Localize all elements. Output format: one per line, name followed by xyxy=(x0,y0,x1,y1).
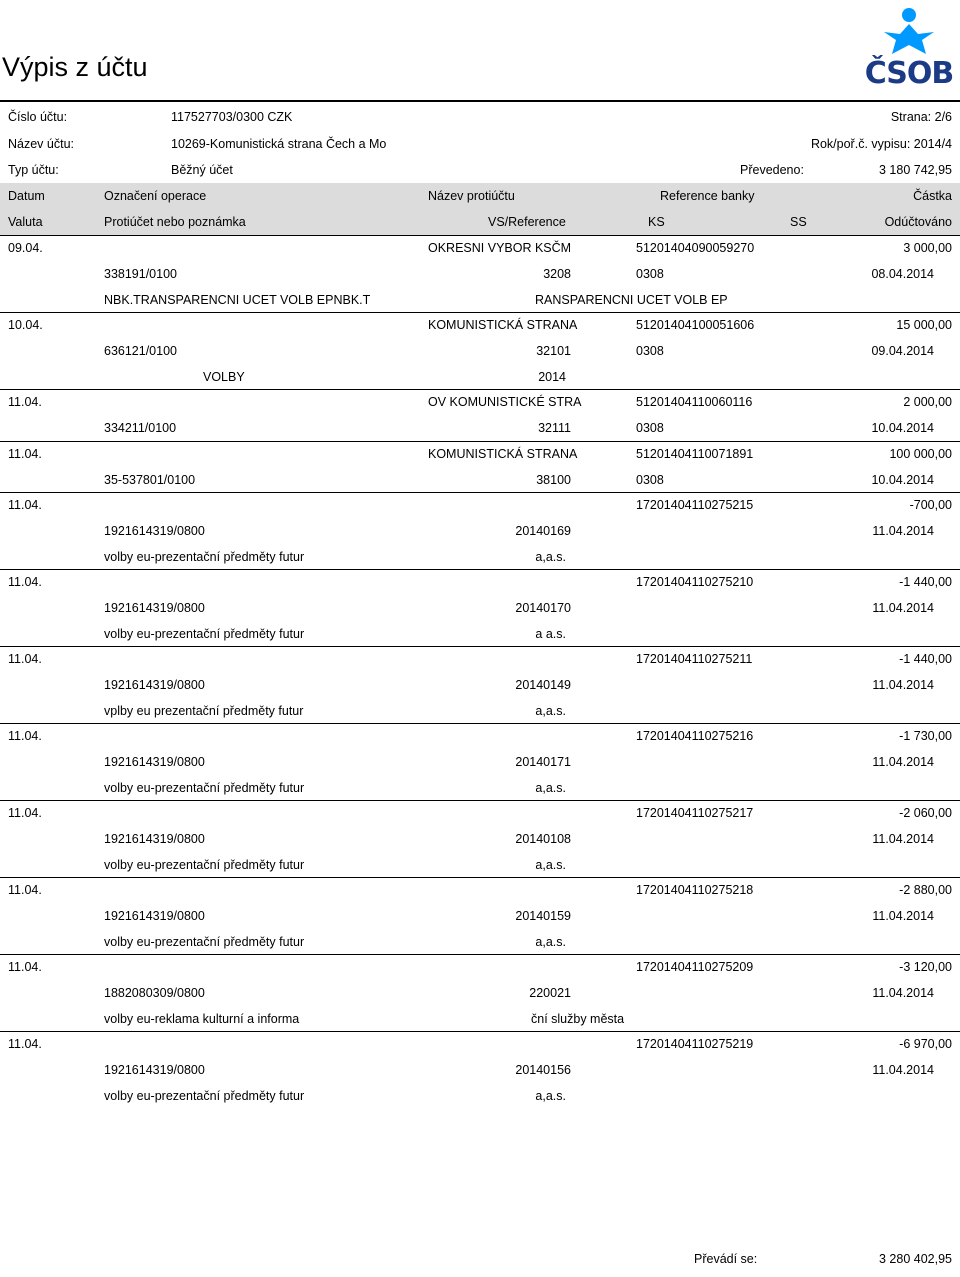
bank-reference: 51201404110071891 xyxy=(636,447,754,461)
transaction-note: NBK.TRANSPARENCNI UCET VOLB EPNBK.T xyxy=(104,293,371,307)
col-date: Datum xyxy=(8,189,45,203)
page-number: Strana: 2/6 xyxy=(890,110,952,124)
transaction-note-continued: RANSPARENCNI UCET VOLB EP xyxy=(535,293,728,307)
col-bank-reference: Reference banky xyxy=(660,189,755,203)
col-counter-account: Protiúčet nebo poznámka xyxy=(104,215,246,229)
variable-symbol: 3208 xyxy=(543,267,571,281)
counter-account: 334211/0100 xyxy=(104,421,177,435)
transaction-note-continued: a,a.s. xyxy=(535,935,566,949)
variable-symbol: 38100 xyxy=(536,473,571,487)
bank-reference: 17201404110275209 xyxy=(636,960,754,974)
counter-account: 1921614319/0800 xyxy=(104,909,205,923)
posting-date: 11.04.2014 xyxy=(872,832,934,846)
header-rule xyxy=(0,100,960,102)
transaction-note-row xyxy=(0,776,960,802)
transaction-amount: -1 440,00 xyxy=(899,575,952,589)
transaction-date: 11.04. xyxy=(8,960,42,974)
posting-date: 11.04.2014 xyxy=(872,601,934,615)
account-number-label: Číslo účtu: xyxy=(8,110,68,124)
csob-logo xyxy=(862,6,956,91)
variable-symbol: 20140156 xyxy=(515,1063,571,1077)
transaction-date: 11.04. xyxy=(8,729,42,743)
variable-symbol: 32111 xyxy=(538,421,571,435)
transfer-value: 3 280 402,95 xyxy=(879,1252,952,1266)
transaction-amount: -1 730,00 xyxy=(899,729,952,743)
posting-date: 08.04.2014 xyxy=(871,267,934,281)
constant-symbol: 0308 xyxy=(636,267,664,281)
transaction-date: 11.04. xyxy=(8,447,42,461)
transaction-note-continued: a,a.s. xyxy=(535,781,566,795)
transaction-note-continued: a,a.s. xyxy=(535,858,566,872)
col-operation: Označení operace xyxy=(104,189,207,203)
transaction-date: 10.04. xyxy=(8,318,43,332)
transaction-note: volby eu-prezentační předměty futur xyxy=(104,1089,305,1103)
counter-account: 1921614319/0800 xyxy=(104,755,205,769)
transaction-row xyxy=(0,313,960,339)
transaction-row xyxy=(0,390,960,416)
col-value-date: Valuta xyxy=(8,215,43,229)
transaction-date: 11.04. xyxy=(8,652,42,666)
variable-symbol: 20140170 xyxy=(515,601,571,615)
transaction-note: VOLBY xyxy=(203,370,245,384)
transaction-date: 11.04. xyxy=(8,395,42,409)
transaction-note-row xyxy=(0,622,960,648)
transaction-detail-row xyxy=(0,750,960,776)
variable-symbol: 20140169 xyxy=(515,524,571,538)
transaction-note: vplby eu prezentační předměty futur xyxy=(104,704,304,718)
account-type-label: Typ účtu: xyxy=(8,163,59,177)
col-ks: KS xyxy=(648,215,665,229)
carried-forward-value: 3 180 742,95 xyxy=(879,163,952,177)
transaction-note-continued: a a.s. xyxy=(535,627,566,641)
transaction-row xyxy=(0,724,960,750)
statement-year-seq: Rok/poř.č. vypisu: 2014/4 xyxy=(810,137,952,151)
bank-reference: 51201404100051606 xyxy=(636,318,755,332)
variable-symbol: 20140108 xyxy=(515,832,571,846)
posting-date: 10.04.2014 xyxy=(871,473,934,487)
transaction-amount: -2 060,00 xyxy=(899,806,952,820)
transaction-row xyxy=(0,236,960,262)
counterparty-name: KOMUNISTICKÁ STRANA xyxy=(428,447,578,461)
transaction-amount: 3 000,00 xyxy=(903,241,952,255)
transaction-row xyxy=(0,442,960,468)
bank-reference: 17201404110275216 xyxy=(636,729,754,743)
transaction-row xyxy=(0,647,960,673)
bank-reference: 17201404110275211 xyxy=(636,652,753,666)
counter-account: 1921614319/0800 xyxy=(104,524,205,538)
transaction-row xyxy=(0,955,960,981)
constant-symbol: 0308 xyxy=(636,344,664,358)
account-name-label: Název účtu: xyxy=(8,137,75,151)
transaction-row xyxy=(0,493,960,519)
col-ss: SS xyxy=(790,215,807,229)
transaction-detail-row xyxy=(0,339,960,365)
star-figure-icon xyxy=(862,6,956,56)
col-posted: Odúčtováno xyxy=(884,215,952,229)
posting-date: 11.04.2014 xyxy=(872,986,934,1000)
bank-reference: 17201404110275218 xyxy=(636,883,754,897)
transaction-date: 11.04. xyxy=(8,806,42,820)
account-name: 10269-Komunistická strana Čech a Mo xyxy=(171,137,387,151)
transaction-row xyxy=(0,878,960,904)
counterparty-name: OKRESNI VYBOR KSČM xyxy=(428,241,572,255)
transaction-detail-row xyxy=(0,904,960,930)
transaction-amount: -1 440,00 xyxy=(899,652,952,666)
counter-account: 338191/0100 xyxy=(104,267,177,281)
variable-symbol: 220021 xyxy=(529,986,571,1000)
transaction-detail-row xyxy=(0,1058,960,1084)
transaction-detail-row xyxy=(0,596,960,622)
transaction-row xyxy=(0,570,960,596)
logo-wordmark: ČSOB xyxy=(864,56,954,91)
transaction-note: volby eu-prezentační předměty futur xyxy=(104,935,305,949)
transaction-note: volby eu-prezentační předměty futur xyxy=(104,627,305,641)
posting-date: 11.04.2014 xyxy=(872,1063,934,1077)
col-counterparty-name: Název protiúčtu xyxy=(428,189,515,203)
col-amount: Částka xyxy=(913,189,952,203)
constant-symbol: 0308 xyxy=(636,473,664,487)
transaction-note-row xyxy=(0,1007,960,1033)
transaction-note-continued: a,a.s. xyxy=(535,704,566,718)
account-number: 117527703/0300 CZK xyxy=(171,110,293,124)
transaction-note-row xyxy=(0,1084,960,1110)
variable-symbol: 20140159 xyxy=(515,909,571,923)
counterparty-name: OV KOMUNISTICKÉ STRA xyxy=(428,395,582,409)
transaction-date: 11.04. xyxy=(8,498,42,512)
transaction-note-row xyxy=(0,545,960,571)
transaction-amount: -700,00 xyxy=(909,498,952,512)
transaction-note-row xyxy=(0,288,960,314)
posting-date: 09.04.2014 xyxy=(871,344,934,358)
transaction-amount: 2 000,00 xyxy=(903,395,952,409)
posting-date: 11.04.2014 xyxy=(872,524,934,538)
transaction-row xyxy=(0,801,960,827)
col-vs-reference: VS/Reference xyxy=(488,215,566,229)
transaction-note-continued: a,a.s. xyxy=(535,1089,566,1103)
transfer-label: Převádí se: xyxy=(694,1252,758,1266)
bank-reference: 51201404110060116 xyxy=(636,395,753,409)
posting-date: 11.04.2014 xyxy=(872,755,934,769)
constant-symbol: 0308 xyxy=(636,421,664,435)
carried-forward-label: Převedeno: xyxy=(740,163,804,177)
transaction-note: volby eu-prezentační předměty futur xyxy=(104,781,305,795)
bank-reference: 17201404110275215 xyxy=(636,498,754,512)
variable-symbol: 32101 xyxy=(536,344,571,358)
transaction-date: 11.04. xyxy=(8,883,42,897)
bank-reference: 17201404110275210 xyxy=(636,575,754,589)
counter-account: 1921614319/0800 xyxy=(104,1063,205,1077)
counter-account: 35-537801/0100 xyxy=(104,473,196,487)
transaction-amount: -6 970,00 xyxy=(899,1037,952,1051)
transaction-amount: -2 880,00 xyxy=(899,883,952,897)
account-type: Běžný účet xyxy=(171,163,233,177)
transaction-detail-row xyxy=(0,416,960,442)
transaction-date: 11.04. xyxy=(8,575,42,589)
transaction-detail-row xyxy=(0,981,960,1007)
transaction-note-continued: 2014 xyxy=(538,370,566,384)
transaction-amount: 15 000,00 xyxy=(896,318,952,332)
posting-date: 10.04.2014 xyxy=(871,421,934,435)
bank-reference: 17201404110275217 xyxy=(636,806,754,820)
page-title: Výpis z účtu xyxy=(2,52,148,82)
transaction-amount: -3 120,00 xyxy=(899,960,952,974)
bank-reference: 51201404090059270 xyxy=(636,241,755,255)
transaction-note-continued: a,a.s. xyxy=(535,550,566,564)
transaction-date: 09.04. xyxy=(8,241,43,255)
transaction-note-row xyxy=(0,699,960,725)
transaction-detail-row xyxy=(0,673,960,699)
counter-account: 1921614319/0800 xyxy=(104,678,205,692)
counter-account: 1921614319/0800 xyxy=(104,601,205,615)
counter-account: 1921614319/0800 xyxy=(104,832,205,846)
transaction-row xyxy=(0,1032,960,1058)
transaction-note: volby eu-prezentační předměty futur xyxy=(104,858,305,872)
transaction-note: volby eu-reklama kulturní a informa xyxy=(104,1012,300,1026)
transaction-detail-row xyxy=(0,827,960,853)
transaction-note-continued: ční služby města xyxy=(531,1012,625,1026)
transaction-date: 11.04. xyxy=(8,1037,42,1051)
bank-reference: 17201404110275219 xyxy=(636,1037,754,1051)
transaction-note-row xyxy=(0,853,960,879)
transaction-detail-row xyxy=(0,262,960,288)
transaction-note-row xyxy=(0,365,960,391)
counter-account: 1882080309/0800 xyxy=(104,986,205,1000)
counter-account: 636121/0100 xyxy=(104,344,177,358)
transaction-amount: 100 000,00 xyxy=(889,447,952,461)
variable-symbol: 20140171 xyxy=(515,755,571,769)
posting-date: 11.04.2014 xyxy=(872,909,934,923)
transaction-note-row xyxy=(0,930,960,956)
variable-symbol: 20140149 xyxy=(515,678,571,692)
posting-date: 11.04.2014 xyxy=(872,678,934,692)
transaction-detail-row xyxy=(0,468,960,494)
transaction-detail-row xyxy=(0,519,960,545)
counterparty-name: KOMUNISTICKÁ STRANA xyxy=(428,318,578,332)
transaction-note: volby eu-prezentační předměty futur xyxy=(104,550,305,564)
